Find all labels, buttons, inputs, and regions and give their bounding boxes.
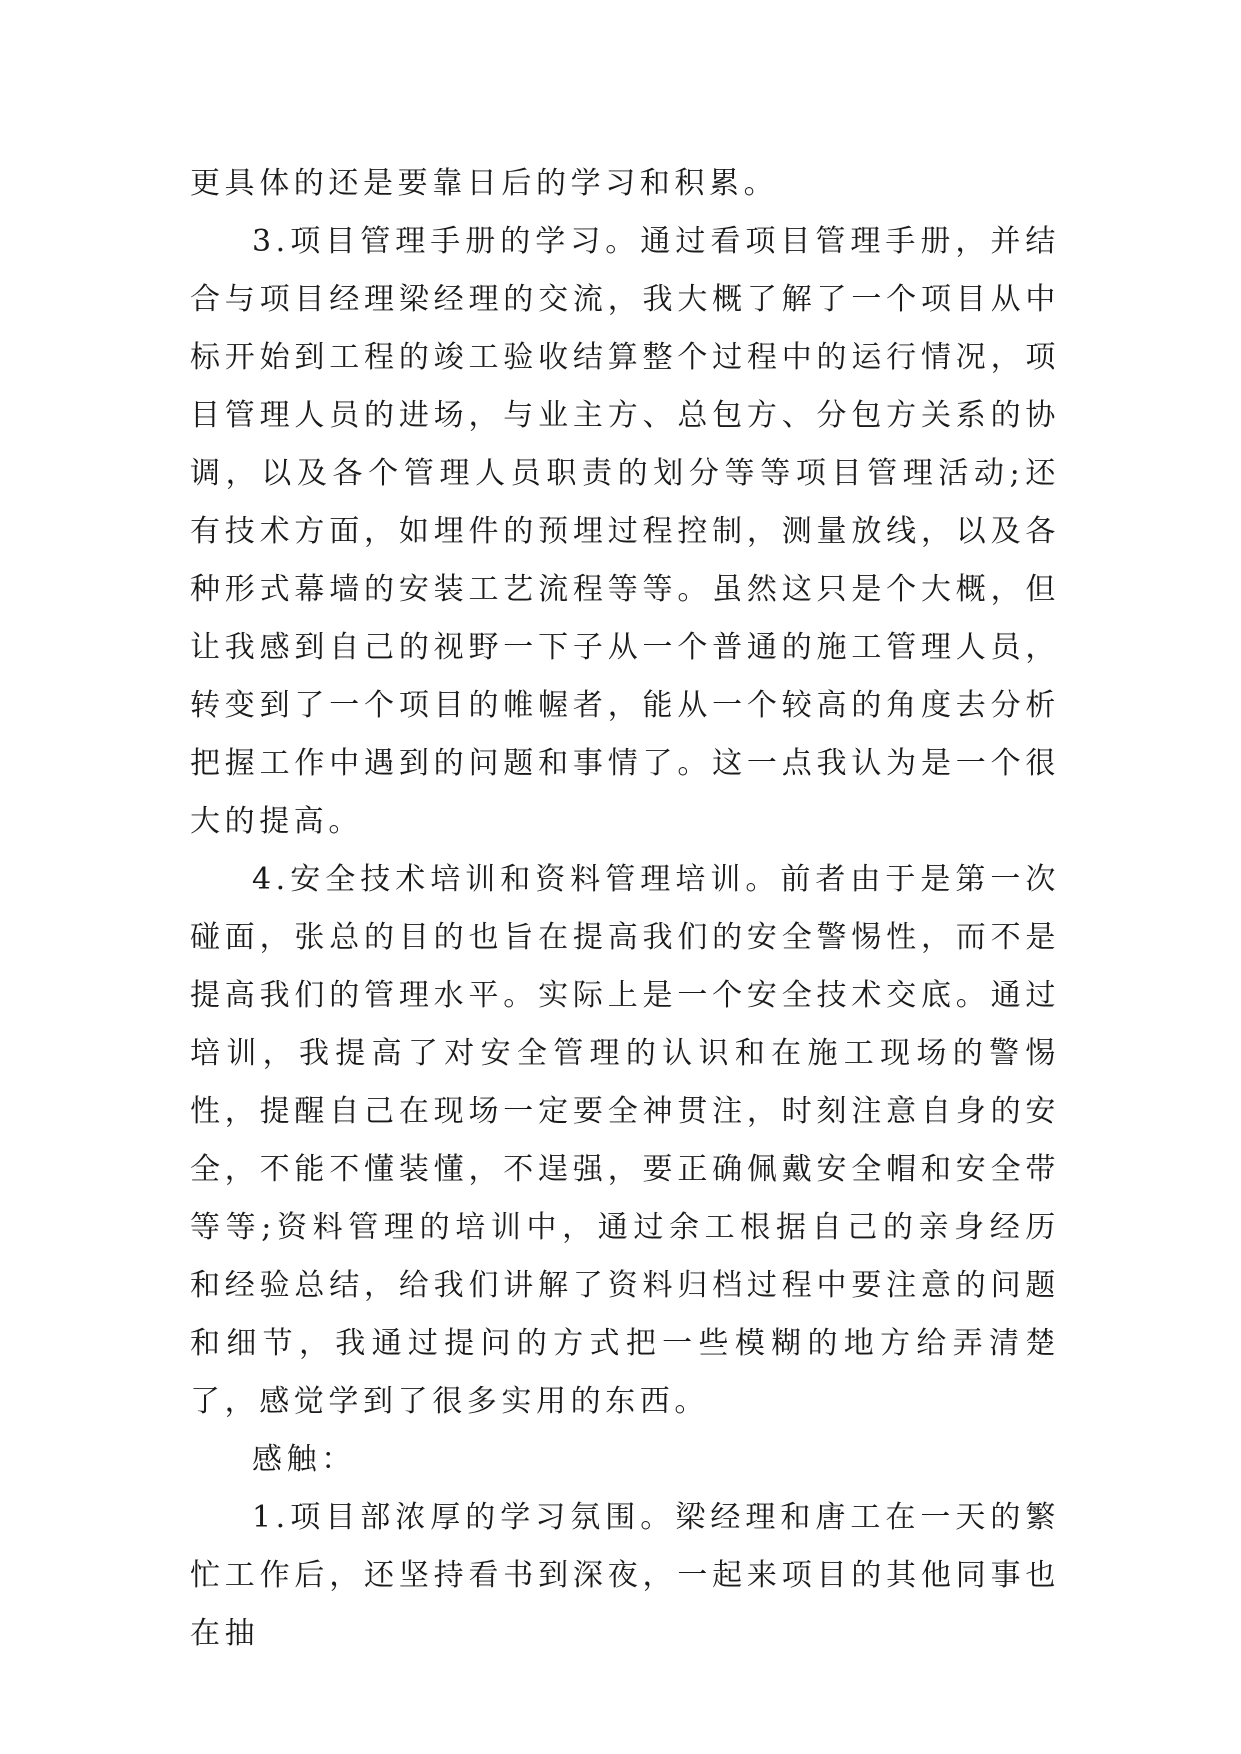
section-heading-reflections: 感触： xyxy=(252,1442,356,1477)
paragraph-item-4-safety-training: 4.安全技术培训和资料管理培训。前者由于是第一次碰面，张总的目的也旨在提高我们的安全警惕性，而不是提高我们的管理水平。实际上是一个安全技术交底。通过培训，我提高了对安全管理的认识和在施工现场的警惕性，提醒自己在现场一定要全神贯注，时刻注意自身的安全，不能不懂装懂，不逞强，要正确佩戴安全帽和安全带等等;资料管理的培训中，通过余工根据自己的亲身经历和经验总结，给我们讲解了资料归档过程中要注意的问题和细节，我通过提问的方式把一些模糊的地方给弄清楚了，感觉学到了很多实用的东西。 xyxy=(190,862,1060,1419)
paragraph-reflection-1: 1.项目部浓厚的学习氛围。梁经理和唐工在一天的繁忙工作后，还坚持看书到深夜，一起来项目的其他同事也在抽 xyxy=(190,1500,1060,1651)
document-body xyxy=(190,155,1060,1663)
paragraph-continuation: 更具体的还是要靠日后的学习和积累。 xyxy=(190,166,779,201)
paragraph-item-3-project-manual: 3.项目管理手册的学习。通过看项目管理手册，并结合与项目经理梁经理的交流，我大概了解了一个项目从中标开始到工程的竣工验收结算整个过程中的运行情况，项目管理人员的进场，与业主方、总包方、分包方关系的协调，以及各个管理人员职责的划分等等项目管理活动;还有技术方面，如埋件的预埋过程控制，测量放线，以及各种形式幕墙的安装工艺流程等等。虽然这只是个大概，但让我感到自己的视野一下子从一个普通的施工管理人员，转变到了一个项目的帷幄者，能从一个较高的角度去分析把握工作中遇到的问题和事情了。这一点我认为是一个很大的提高。 xyxy=(190,224,1060,839)
